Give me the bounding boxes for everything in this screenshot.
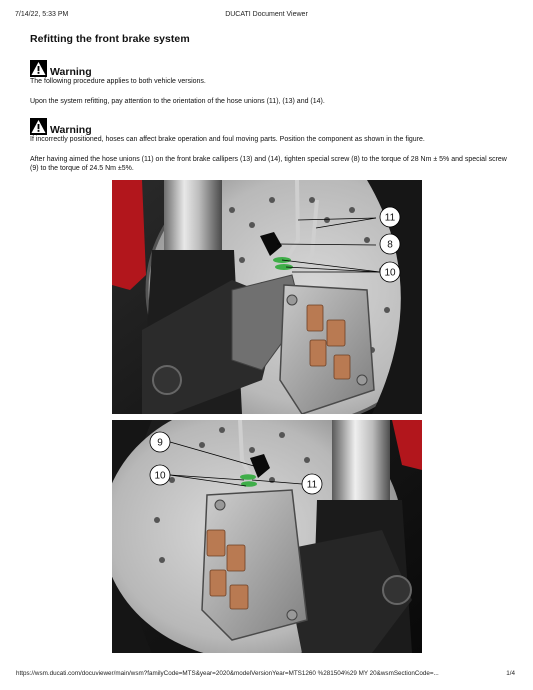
red-frame xyxy=(112,180,146,290)
callout-11 xyxy=(380,207,400,227)
callout-10 xyxy=(150,465,170,485)
figure-bottom-illustration xyxy=(112,420,422,653)
figure-top-calliper xyxy=(112,180,422,414)
warning-text-2: If incorrectly positioned, hoses can affect brake operation and foul moving parts. Position the component as shown in the figure. xyxy=(30,136,425,143)
print-datetime: 7/14/22, 5:33 PM xyxy=(15,11,69,18)
page-number: 1/4 xyxy=(506,670,515,677)
warning-label-1: Warning xyxy=(50,66,92,78)
orientation-paragraph: Upon the system refitting, pay attention to the orientation of the hose unions (11), (13) and (14). xyxy=(30,98,325,105)
warning-heading-1 xyxy=(30,60,509,77)
warning-label-2: Warning xyxy=(50,124,92,136)
callout-10 xyxy=(380,262,400,282)
fork-tube xyxy=(332,420,390,510)
svg-text:8: 8 xyxy=(387,239,393,251)
document-content xyxy=(30,33,509,173)
section-title: Refitting the front brake system xyxy=(30,33,190,45)
svg-text:10: 10 xyxy=(154,470,166,482)
hose-union-10 xyxy=(240,474,256,480)
viewer-title: DUCATI Document Viewer xyxy=(225,11,308,18)
print-header xyxy=(15,11,518,23)
warning-heading-2 xyxy=(30,118,509,135)
torque-paragraph: After having aimed the hose unions (11) on the front brake callipers (13) and (14), tighten special screw (8) to the torque of 28 Nm ± 5% and special screw (9) to the torque of 24.5 Nm ±5%. xyxy=(30,156,507,172)
callout-11 xyxy=(302,474,322,494)
figure-bottom-calliper xyxy=(112,420,422,653)
svg-text:9: 9 xyxy=(157,437,163,449)
svg-text:11: 11 xyxy=(306,479,318,491)
warning-triangle-icon xyxy=(30,60,47,77)
callout-8 xyxy=(380,234,400,254)
callout-9 xyxy=(150,432,170,452)
svg-text:11: 11 xyxy=(384,212,396,224)
warning-text-1: The following procedure applies to both vehicle versions. xyxy=(30,78,206,85)
document-url: https://wsm.ducati.com/docuviewer/main/wsm?familyCode=MTS&year=2020&modelVersionYear=MTS1260 %281504%29 MY 20&wsmSectionCode=... xyxy=(16,670,439,677)
warning-triangle-icon xyxy=(30,118,47,135)
figure-top-illustration xyxy=(112,180,422,414)
svg-text:10: 10 xyxy=(384,267,396,279)
